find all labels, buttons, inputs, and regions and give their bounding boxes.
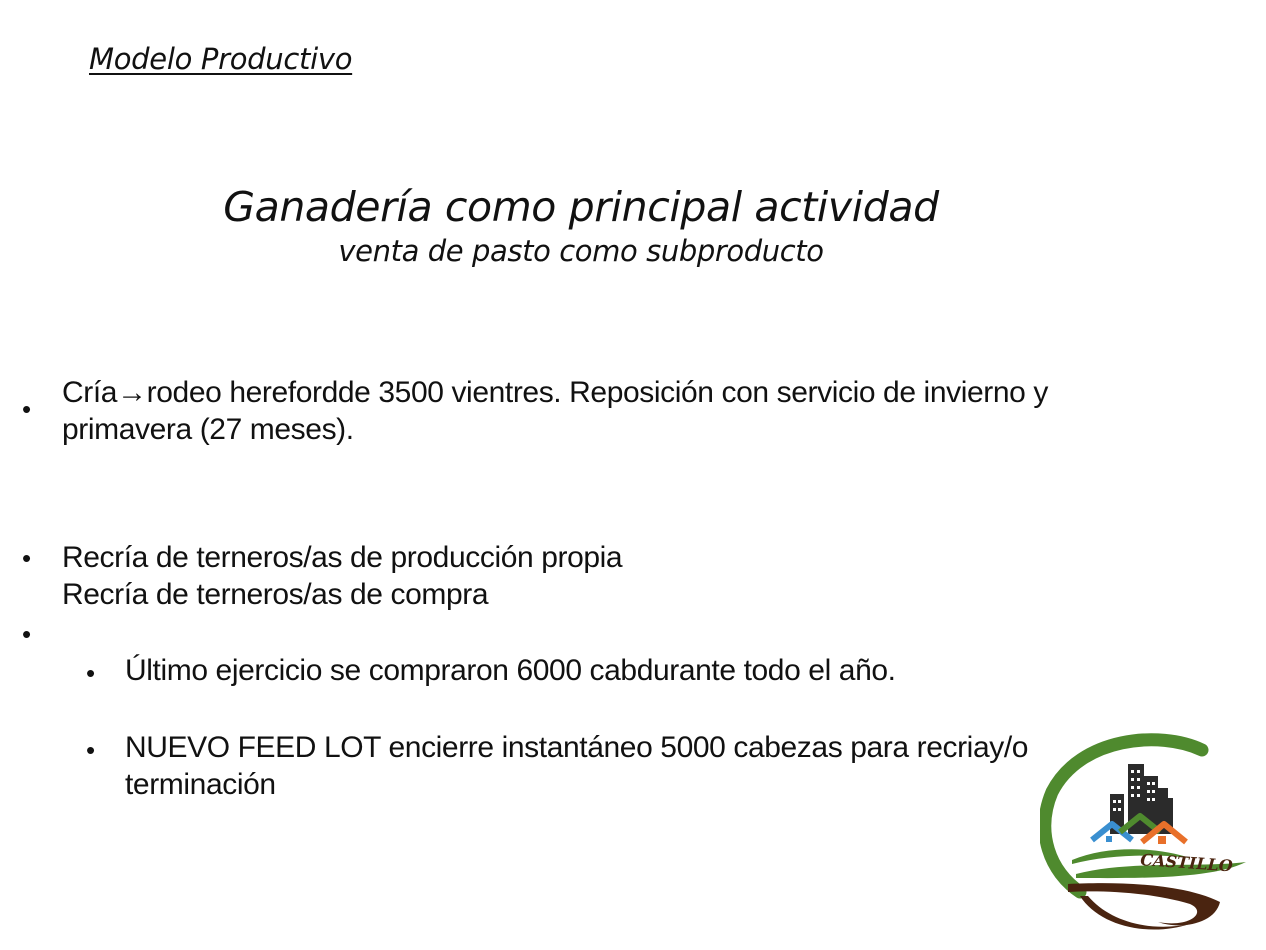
- list-item-cria: [62, 374, 1048, 448]
- bullet-dot: •: [22, 619, 32, 649]
- list-item-recria: [62, 539, 622, 613]
- bullet-dot: •: [22, 394, 32, 424]
- sub-bullet-dot: •: [86, 735, 96, 765]
- list-item-recria-propia: Recría de terneros/as de producción propia: [62, 541, 623, 574]
- headline-sub: venta de pasto como subproducto: [338, 234, 824, 268]
- list-item-recria-compra: Recría de terneros/as de compra: [62, 578, 489, 611]
- logo-text: CASTILLO: [1139, 850, 1234, 876]
- page-title: Modelo Productivo: [89, 42, 353, 76]
- sub-list-item-feedlot: [125, 729, 1028, 803]
- castillo-logo: [1040, 732, 1260, 942]
- headline-main: Ganadería como principal actividad: [223, 183, 939, 231]
- sub-list-item-feedlot-line2: terminación: [125, 768, 276, 801]
- list-item-cria-line1: Cría→rodeo herefordde 3500 vientres. Reposición con servicio de invierno y: [62, 376, 1048, 409]
- sub-list-item-ultimo-ejercicio: Último ejercicio se compraron 6000 cabdurante todo el año.: [125, 654, 896, 687]
- sub-list-item-feedlot-line1: NUEVO FEED LOT encierre instantáneo 5000 cabezas para recriay/o: [125, 731, 1029, 764]
- list-item-cria-line2: primavera (27 meses).: [62, 413, 354, 446]
- sub-bullet-dot: •: [86, 658, 96, 688]
- bullet-dot: •: [22, 543, 32, 573]
